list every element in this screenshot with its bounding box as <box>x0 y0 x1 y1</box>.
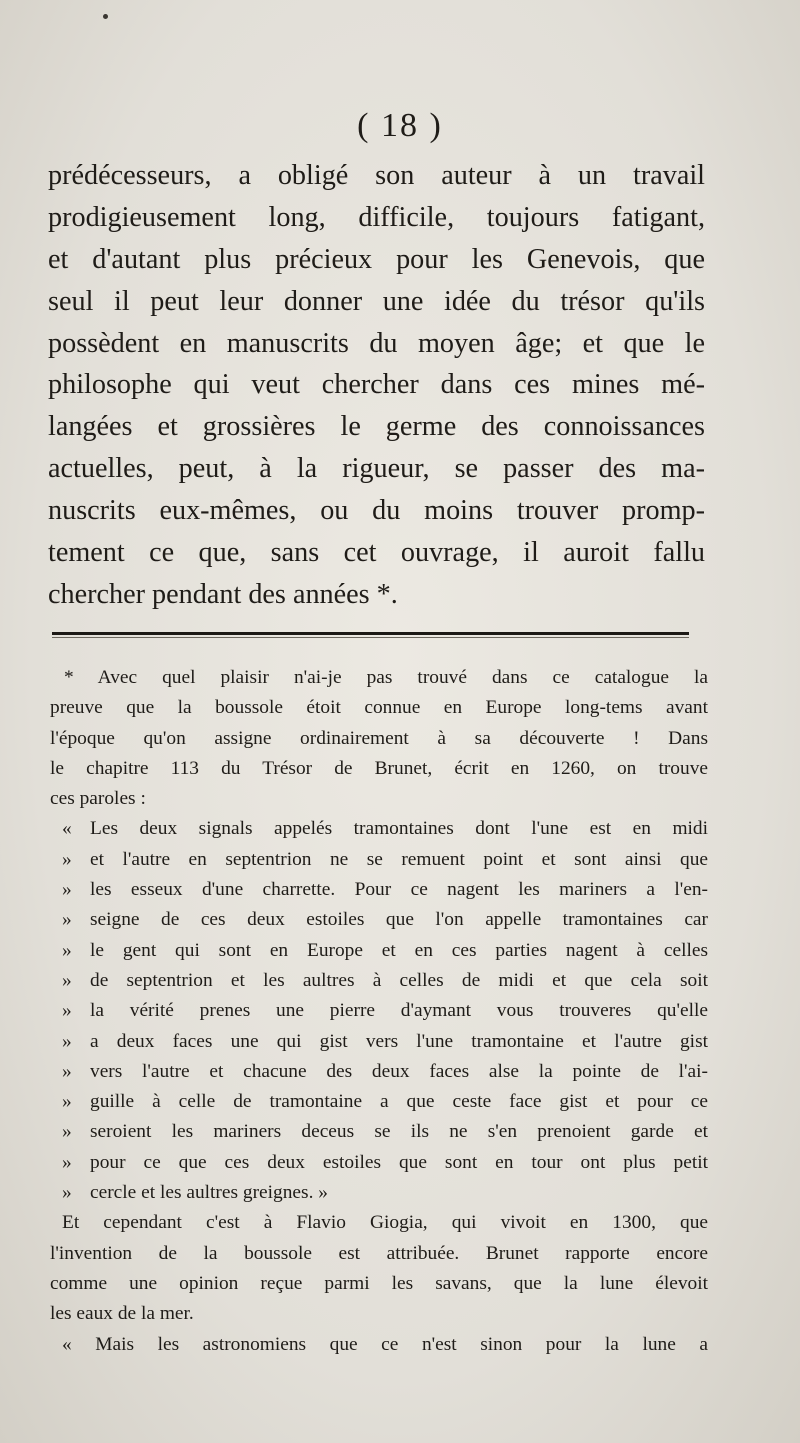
quote-mark: » <box>62 1060 72 1082</box>
main-line: nuscrits eux-mêmes, ou du moins trouver promp- <box>48 495 705 527</box>
footnote-line: l'invention de la boussole est attribuée. Brunet rapporte encore <box>50 1242 708 1264</box>
footnote-line: l'époque qu'on assigne ordinairement à sa découverte ! Dans <box>50 727 708 749</box>
quote-line <box>50 996 708 1026</box>
quote-line <box>50 1087 708 1117</box>
footnote-line: ces paroles : <box>50 788 146 810</box>
main-line: prodigieusement long, difficile, toujours fatigant, <box>48 201 705 233</box>
quote-text: de septentrion et les aultres à celles de midi et que cela soit <box>90 969 708 991</box>
quote-line <box>50 1117 708 1147</box>
footnote-line: les eaux de la mer. <box>50 1303 194 1325</box>
quote-text: les esseux d'une charrette. Pour ce nagent les mariners a l'en- <box>90 879 708 901</box>
main-paragraph <box>48 155 705 616</box>
quote-line <box>50 936 708 966</box>
footnote-line: * Avec quel plaisir n'ai-je pas trouvé dans ce catalogue la <box>64 667 708 688</box>
quote-line <box>50 966 708 996</box>
quote-mark: » <box>62 1000 72 1022</box>
footnote-separator-rule <box>52 632 689 635</box>
main-line: chercher pendant des années *. <box>48 578 398 610</box>
quote-text: et l'autre en septentrion ne se remuent point et sont ainsi que <box>90 848 708 870</box>
main-line: prédécesseurs, a obligé son auteur à un travail <box>48 160 705 191</box>
quote-line <box>50 1148 708 1178</box>
main-line: actuelles, peut, à la rigueur, se passer des ma- <box>48 453 705 485</box>
quote-text: seigne de ces deux estoiles que l'on appelle tramontaines car <box>90 909 708 931</box>
quote-text: guille à celle de tramontaine a que ceste face gist et pour ce <box>90 1091 708 1113</box>
main-line: philosophe qui veut chercher dans ces mines mé- <box>48 369 705 401</box>
main-line: et d'autant plus précieux pour les Genevois, que <box>48 243 705 275</box>
quote-line <box>50 875 708 905</box>
footnote-line: Et cependant c'est à Flavio Giogia, qui vivoit en 1300, que <box>62 1212 708 1234</box>
quote-mark: » <box>62 1151 72 1173</box>
footnote <box>50 663 708 1360</box>
quote-text: Les deux signals appelés tramontaines dont l'une est en midi <box>90 818 708 840</box>
quote-text: le gent qui sont en Europe et en ces parties nagent à celles <box>90 939 708 961</box>
ink-speck <box>103 14 108 19</box>
quote-line <box>50 1027 708 1057</box>
quote-mark: » <box>62 848 72 870</box>
quote-mark: » <box>62 1091 72 1113</box>
quote-mark: » <box>62 939 72 961</box>
quote-mark: » <box>62 909 72 931</box>
quote-mark: « <box>62 818 72 840</box>
main-line: tement ce que, sans cet ouvrage, il auroit fallu <box>48 537 705 569</box>
quote-line <box>50 814 708 844</box>
quote-text: seroient les mariners deceus se ils ne s'en prenoient garde et <box>90 1121 708 1143</box>
quote-mark: » <box>62 1121 72 1143</box>
main-line: possèdent en manuscrits du moyen âge; et que le <box>48 327 705 359</box>
quote-text: pour ce que ces deux estoiles que sont en tour ont plus petit <box>90 1151 708 1173</box>
quote-line <box>50 1178 708 1208</box>
main-line: langées et grossières le germe des connoissances <box>48 411 705 443</box>
quote-text: cercle et les aultres greignes. » <box>90 1182 328 1204</box>
quote-line <box>50 1057 708 1087</box>
page-number: ( 18 ) <box>357 107 443 144</box>
footnote-line: comme une opinion reçue parmi les savans, que la lune élevoit <box>50 1272 708 1294</box>
quote-text: la vérité prenes une pierre d'aymant vous trouveres qu'elle <box>90 1000 708 1022</box>
quote-line <box>50 905 708 935</box>
quote-text: vers l'autre et chacune des deux faces alse la pointe de l'ai- <box>90 1060 708 1082</box>
quote-mark: » <box>62 1030 72 1052</box>
quote-text: a deux faces une qui gist vers l'une tramontaine et l'autre gist <box>90 1030 708 1052</box>
quote-mark: » <box>62 1182 72 1204</box>
footnote-line: le chapitre 113 du Trésor de Brunet, écrit en 1260, on trouve <box>50 757 708 779</box>
footnote-line: preuve que la boussole étoit connue en Europe long-tems avant <box>50 697 708 719</box>
quote-mark: » <box>62 969 72 991</box>
quote-line <box>50 845 708 875</box>
main-line: seul il peut leur donner une idée du trésor qu'ils <box>48 285 705 317</box>
footnote-line: « Mais les astronomiens que ce n'est sinon pour la lune a <box>62 1333 708 1355</box>
quote-mark: » <box>62 879 72 901</box>
